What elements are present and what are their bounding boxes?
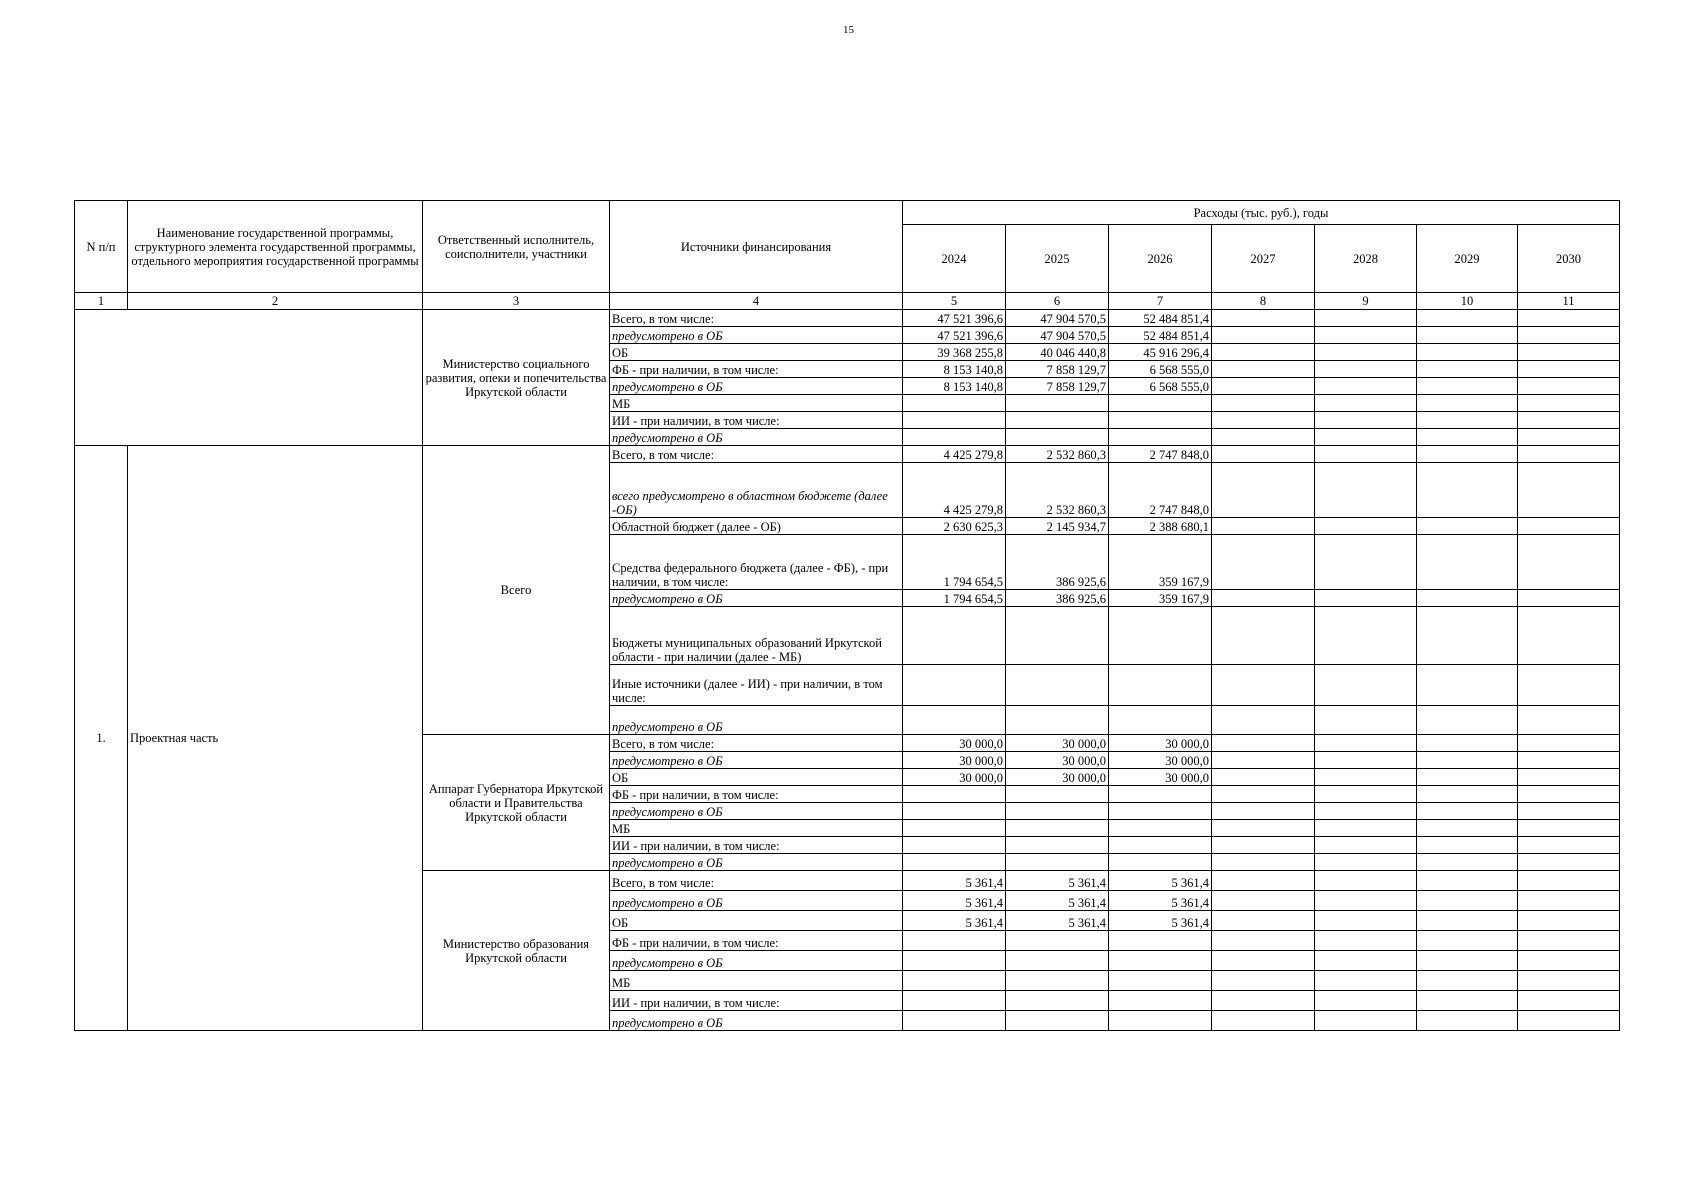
amount-cell bbox=[1212, 535, 1315, 590]
amount-cell bbox=[1518, 803, 1620, 820]
amount-cell: 30 000,0 bbox=[1006, 752, 1109, 769]
amount-cell: 386 925,6 bbox=[1006, 535, 1109, 590]
amount-cell bbox=[1212, 991, 1315, 1011]
amount-cell bbox=[1109, 820, 1212, 837]
amount-cell: 30 000,0 bbox=[1006, 735, 1109, 752]
amount-cell: 6 568 555,0 bbox=[1109, 361, 1212, 378]
amount-cell: 40 046 440,8 bbox=[1006, 344, 1109, 361]
amount-cell bbox=[1006, 706, 1109, 735]
amount-cell bbox=[1417, 361, 1518, 378]
amount-cell bbox=[1518, 446, 1620, 463]
amount-cell: 8 153 140,8 bbox=[903, 378, 1006, 395]
funding-source: предусмотрено в ОБ bbox=[610, 327, 903, 344]
amount-cell bbox=[1109, 931, 1212, 951]
amount-cell: 45 916 296,4 bbox=[1109, 344, 1212, 361]
amount-cell bbox=[1315, 752, 1417, 769]
amount-cell bbox=[1315, 429, 1417, 446]
amount-cell: 2 532 860,3 bbox=[1006, 463, 1109, 518]
amount-cell bbox=[1109, 971, 1212, 991]
amount-cell bbox=[1417, 446, 1518, 463]
column-number: 3 bbox=[423, 293, 610, 310]
amount-cell: 4 425 279,8 bbox=[903, 463, 1006, 518]
column-number: 6 bbox=[1006, 293, 1109, 310]
amount-cell: 30 000,0 bbox=[1109, 735, 1212, 752]
amount-cell bbox=[1006, 412, 1109, 429]
header-year: 2024 bbox=[903, 225, 1006, 293]
amount-cell bbox=[1006, 820, 1109, 837]
column-number: 11 bbox=[1518, 293, 1620, 310]
funding-source: МБ bbox=[610, 820, 903, 837]
amount-cell bbox=[1417, 971, 1518, 991]
amount-cell bbox=[1417, 837, 1518, 854]
funding-source: ИИ - при наличии, в том числе: bbox=[610, 991, 903, 1011]
amount-cell bbox=[1109, 786, 1212, 803]
amount-cell bbox=[1006, 991, 1109, 1011]
header-year: 2025 bbox=[1006, 225, 1109, 293]
amount-cell bbox=[1212, 854, 1315, 871]
amount-cell bbox=[1417, 991, 1518, 1011]
header-year: 2027 bbox=[1212, 225, 1315, 293]
amount-cell: 30 000,0 bbox=[1109, 769, 1212, 786]
amount-cell: 30 000,0 bbox=[1109, 752, 1212, 769]
amount-cell bbox=[1212, 518, 1315, 535]
funding-source: Всего, в том числе: bbox=[610, 446, 903, 463]
amount-cell: 2 145 934,7 bbox=[1006, 518, 1109, 535]
amount-cell bbox=[1315, 446, 1417, 463]
funding-source: предусмотрено в ОБ bbox=[610, 378, 903, 395]
item-number: 1. bbox=[75, 446, 128, 1031]
amount-cell bbox=[1006, 665, 1109, 706]
amount-cell: 5 361,4 bbox=[1109, 911, 1212, 931]
funding-source: предусмотрено в ОБ bbox=[610, 854, 903, 871]
amount-cell bbox=[1212, 735, 1315, 752]
amount-cell bbox=[1212, 837, 1315, 854]
amount-cell bbox=[1006, 931, 1109, 951]
amount-cell bbox=[1315, 327, 1417, 344]
amount-cell: 2 532 860,3 bbox=[1006, 446, 1109, 463]
amount-cell bbox=[1417, 344, 1518, 361]
column-number: 5 bbox=[903, 293, 1006, 310]
column-number: 10 bbox=[1417, 293, 1518, 310]
amount-cell bbox=[903, 820, 1006, 837]
amount-cell bbox=[1315, 395, 1417, 412]
amount-cell bbox=[1417, 820, 1518, 837]
amount-cell bbox=[1212, 665, 1315, 706]
amount-cell bbox=[1212, 446, 1315, 463]
amount-cell bbox=[1417, 854, 1518, 871]
funding-source: Областной бюджет (далее - ОБ) bbox=[610, 518, 903, 535]
funding-source: предусмотрено в ОБ bbox=[610, 429, 903, 446]
executor: Министерство образования Иркутской области bbox=[423, 871, 610, 1031]
amount-cell bbox=[1212, 607, 1315, 665]
amount-cell bbox=[1315, 735, 1417, 752]
header-expenses: Расходы (тыс. руб.), годы bbox=[903, 201, 1620, 225]
amount-cell: 30 000,0 bbox=[903, 735, 1006, 752]
funding-source: ОБ bbox=[610, 911, 903, 931]
amount-cell bbox=[1315, 518, 1417, 535]
amount-cell bbox=[1212, 706, 1315, 735]
amount-cell bbox=[1109, 951, 1212, 971]
amount-cell: 386 925,6 bbox=[1006, 590, 1109, 607]
amount-cell bbox=[903, 1011, 1006, 1031]
funding-source: предусмотрено в ОБ bbox=[610, 1011, 903, 1031]
amount-cell: 5 361,4 bbox=[1006, 871, 1109, 891]
funding-source: ФБ - при наличии, в том числе: bbox=[610, 931, 903, 951]
amount-cell: 5 361,4 bbox=[903, 871, 1006, 891]
amount-cell bbox=[1315, 971, 1417, 991]
amount-cell: 30 000,0 bbox=[1006, 769, 1109, 786]
amount-cell bbox=[1518, 752, 1620, 769]
amount-cell bbox=[1212, 951, 1315, 971]
amount-cell bbox=[1212, 871, 1315, 891]
header-year: 2029 bbox=[1417, 225, 1518, 293]
amount-cell bbox=[1315, 463, 1417, 518]
amount-cell: 5 361,4 bbox=[1109, 871, 1212, 891]
amount-cell bbox=[903, 429, 1006, 446]
amount-cell bbox=[1212, 395, 1315, 412]
amount-cell bbox=[1518, 786, 1620, 803]
executor: Аппарат Губернатора Иркутской области и Правительства Иркутской области bbox=[423, 735, 610, 871]
amount-cell: 359 167,9 bbox=[1109, 535, 1212, 590]
amount-cell bbox=[1212, 891, 1315, 911]
column-number: 1 bbox=[75, 293, 128, 310]
amount-cell bbox=[1315, 665, 1417, 706]
amount-cell bbox=[1417, 931, 1518, 951]
amount-cell bbox=[1315, 837, 1417, 854]
funding-source: предусмотрено в ОБ bbox=[610, 891, 903, 911]
funding-source: ИИ - при наличии, в том числе: bbox=[610, 837, 903, 854]
funding-source: предусмотрено в ОБ bbox=[610, 706, 903, 735]
amount-cell bbox=[1315, 803, 1417, 820]
amount-cell bbox=[1109, 803, 1212, 820]
amount-cell bbox=[1417, 463, 1518, 518]
funding-source: МБ bbox=[610, 395, 903, 412]
amount-cell bbox=[1212, 412, 1315, 429]
amount-cell bbox=[903, 837, 1006, 854]
amount-cell: 2 388 680,1 bbox=[1109, 518, 1212, 535]
table-row bbox=[75, 310, 1620, 327]
header-year: 2028 bbox=[1315, 225, 1417, 293]
amount-cell: 4 425 279,8 bbox=[903, 446, 1006, 463]
funding-source: Всего, в том числе: bbox=[610, 735, 903, 752]
amount-cell bbox=[1518, 871, 1620, 891]
funding-source: предусмотрено в ОБ bbox=[610, 803, 903, 820]
amount-cell bbox=[1212, 820, 1315, 837]
amount-cell: 47 904 570,5 bbox=[1006, 310, 1109, 327]
amount-cell bbox=[1518, 951, 1620, 971]
amount-cell bbox=[1315, 820, 1417, 837]
amount-cell bbox=[1417, 327, 1518, 344]
amount-cell bbox=[1518, 395, 1620, 412]
amount-cell bbox=[1417, 1011, 1518, 1031]
amount-cell bbox=[1315, 854, 1417, 871]
amount-cell bbox=[1417, 607, 1518, 665]
column-number: 2 bbox=[128, 293, 423, 310]
amount-cell bbox=[1518, 518, 1620, 535]
amount-cell bbox=[1518, 837, 1620, 854]
amount-cell bbox=[1417, 518, 1518, 535]
amount-cell bbox=[1518, 590, 1620, 607]
amount-cell bbox=[1109, 412, 1212, 429]
amount-cell bbox=[1109, 665, 1212, 706]
amount-cell bbox=[1518, 971, 1620, 991]
amount-cell: 5 361,4 bbox=[1006, 911, 1109, 931]
amount-cell bbox=[1315, 951, 1417, 971]
amount-cell bbox=[1315, 361, 1417, 378]
amount-cell bbox=[1109, 607, 1212, 665]
amount-cell: 5 361,4 bbox=[903, 911, 1006, 931]
funding-source: ФБ - при наличии, в том числе: bbox=[610, 786, 903, 803]
amount-cell bbox=[1006, 1011, 1109, 1031]
amount-cell bbox=[1315, 310, 1417, 327]
amount-cell: 359 167,9 bbox=[1109, 590, 1212, 607]
header-item-number: N п/п bbox=[75, 201, 128, 293]
amount-cell bbox=[1109, 854, 1212, 871]
amount-cell bbox=[1518, 735, 1620, 752]
amount-cell bbox=[903, 931, 1006, 951]
amount-cell bbox=[1006, 395, 1109, 412]
column-number: 7 bbox=[1109, 293, 1212, 310]
amount-cell bbox=[1212, 310, 1315, 327]
amount-cell bbox=[1417, 951, 1518, 971]
column-number: 9 bbox=[1315, 293, 1417, 310]
amount-cell bbox=[1006, 786, 1109, 803]
amount-cell bbox=[1518, 854, 1620, 871]
amount-cell: 47 904 570,5 bbox=[1006, 327, 1109, 344]
funding-source: предусмотрено в ОБ bbox=[610, 752, 903, 769]
amount-cell bbox=[1518, 891, 1620, 911]
amount-cell bbox=[903, 395, 1006, 412]
amount-cell bbox=[1006, 971, 1109, 991]
amount-cell bbox=[1006, 951, 1109, 971]
funding-source: ИИ - при наличии, в том числе: bbox=[610, 412, 903, 429]
amount-cell bbox=[903, 412, 1006, 429]
amount-cell bbox=[1006, 854, 1109, 871]
amount-cell: 30 000,0 bbox=[903, 769, 1006, 786]
amount-cell bbox=[1518, 665, 1620, 706]
amount-cell bbox=[1417, 769, 1518, 786]
amount-cell bbox=[1315, 911, 1417, 931]
amount-cell: 7 858 129,7 bbox=[1006, 378, 1109, 395]
amount-cell bbox=[1315, 871, 1417, 891]
amount-cell bbox=[1417, 706, 1518, 735]
amount-cell bbox=[903, 665, 1006, 706]
amount-cell: 6 568 555,0 bbox=[1109, 378, 1212, 395]
funding-source: предусмотрено в ОБ bbox=[610, 590, 903, 607]
amount-cell bbox=[1006, 803, 1109, 820]
amount-cell: 5 361,4 bbox=[903, 891, 1006, 911]
amount-cell bbox=[903, 991, 1006, 1011]
amount-cell bbox=[1109, 429, 1212, 446]
amount-cell bbox=[1518, 1011, 1620, 1031]
funding-source: ОБ bbox=[610, 769, 903, 786]
amount-cell bbox=[1518, 706, 1620, 735]
amount-cell bbox=[1006, 429, 1109, 446]
amount-cell: 8 153 140,8 bbox=[903, 361, 1006, 378]
amount-cell bbox=[1315, 931, 1417, 951]
amount-cell bbox=[1006, 837, 1109, 854]
amount-cell bbox=[1109, 1011, 1212, 1031]
budget-table bbox=[74, 200, 1620, 1031]
amount-cell: 47 521 396,6 bbox=[903, 327, 1006, 344]
amount-cell bbox=[903, 803, 1006, 820]
funding-source: всего предусмотрено в областном бюджете (далее -ОБ) bbox=[610, 463, 903, 518]
amount-cell: 1 794 654,5 bbox=[903, 535, 1006, 590]
header-year: 2026 bbox=[1109, 225, 1212, 293]
amount-cell bbox=[1109, 991, 1212, 1011]
amount-cell bbox=[1212, 463, 1315, 518]
amount-cell bbox=[1518, 820, 1620, 837]
amount-cell bbox=[1315, 590, 1417, 607]
amount-cell bbox=[1518, 769, 1620, 786]
amount-cell bbox=[1518, 310, 1620, 327]
funding-source: Всего, в том числе: bbox=[610, 310, 903, 327]
amount-cell: 7 858 129,7 bbox=[1006, 361, 1109, 378]
amount-cell bbox=[1417, 891, 1518, 911]
amount-cell bbox=[1518, 931, 1620, 951]
amount-cell bbox=[1518, 991, 1620, 1011]
amount-cell bbox=[1417, 871, 1518, 891]
amount-cell bbox=[1518, 361, 1620, 378]
amount-cell bbox=[1212, 378, 1315, 395]
amount-cell bbox=[1417, 378, 1518, 395]
column-number-row bbox=[75, 293, 1620, 310]
amount-cell bbox=[903, 706, 1006, 735]
amount-cell bbox=[1315, 1011, 1417, 1031]
amount-cell bbox=[1518, 429, 1620, 446]
item-name: Проектная часть bbox=[128, 446, 423, 1031]
funding-source: МБ bbox=[610, 971, 903, 991]
executor: Всего bbox=[423, 446, 610, 735]
amount-cell bbox=[1518, 344, 1620, 361]
amount-cell bbox=[1315, 786, 1417, 803]
amount-cell: 30 000,0 bbox=[903, 752, 1006, 769]
amount-cell: 5 361,4 bbox=[1109, 891, 1212, 911]
amount-cell bbox=[1212, 590, 1315, 607]
amount-cell bbox=[1212, 361, 1315, 378]
amount-cell: 2 747 848,0 bbox=[1109, 463, 1212, 518]
amount-cell bbox=[1006, 607, 1109, 665]
amount-cell bbox=[1417, 803, 1518, 820]
amount-cell bbox=[1212, 803, 1315, 820]
amount-cell bbox=[1518, 911, 1620, 931]
amount-cell bbox=[1109, 395, 1212, 412]
funding-source: Иные источники (далее - ИИ) - при наличии, в том числе: bbox=[610, 665, 903, 706]
amount-cell: 2 747 848,0 bbox=[1109, 446, 1212, 463]
table-row bbox=[75, 446, 1620, 463]
amount-cell bbox=[903, 971, 1006, 991]
page-number: 15 bbox=[843, 24, 854, 36]
column-number: 4 bbox=[610, 293, 903, 310]
amount-cell bbox=[1417, 395, 1518, 412]
amount-cell bbox=[1315, 535, 1417, 590]
header-executor: Ответственный исполнитель, соисполнители, участники bbox=[423, 201, 610, 293]
header-program-name: Наименование государственной программы, структурного элемента государственной программы, отдельного мероприятия государственной программы bbox=[128, 201, 423, 293]
amount-cell bbox=[1109, 706, 1212, 735]
amount-cell bbox=[1417, 429, 1518, 446]
funding-source: Всего, в том числе: bbox=[610, 871, 903, 891]
amount-cell bbox=[1315, 769, 1417, 786]
amount-cell bbox=[903, 951, 1006, 971]
amount-cell bbox=[1315, 991, 1417, 1011]
amount-cell bbox=[1315, 607, 1417, 665]
amount-cell: 39 368 255,8 bbox=[903, 344, 1006, 361]
amount-cell bbox=[1417, 786, 1518, 803]
amount-cell: 52 484 851,4 bbox=[1109, 310, 1212, 327]
amount-cell bbox=[1417, 752, 1518, 769]
header-year: 2030 bbox=[1518, 225, 1620, 293]
amount-cell bbox=[1417, 590, 1518, 607]
amount-cell bbox=[1417, 310, 1518, 327]
empty-item-cell bbox=[75, 310, 423, 446]
amount-cell bbox=[903, 786, 1006, 803]
amount-cell bbox=[1315, 344, 1417, 361]
amount-cell bbox=[1518, 535, 1620, 590]
amount-cell bbox=[1518, 378, 1620, 395]
amount-cell bbox=[1212, 752, 1315, 769]
amount-cell: 2 630 625,3 bbox=[903, 518, 1006, 535]
amount-cell bbox=[1212, 429, 1315, 446]
amount-cell bbox=[903, 607, 1006, 665]
funding-source: предусмотрено в ОБ bbox=[610, 951, 903, 971]
amount-cell bbox=[1417, 665, 1518, 706]
amount-cell: 1 794 654,5 bbox=[903, 590, 1006, 607]
amount-cell: 52 484 851,4 bbox=[1109, 327, 1212, 344]
amount-cell bbox=[1212, 769, 1315, 786]
amount-cell bbox=[1518, 463, 1620, 518]
funding-source: Средства федерального бюджета (далее - ФБ), - при наличии, в том числе: bbox=[610, 535, 903, 590]
amount-cell bbox=[1212, 327, 1315, 344]
amount-cell bbox=[1315, 891, 1417, 911]
amount-cell bbox=[1518, 607, 1620, 665]
funding-source: ФБ - при наличии, в том числе: bbox=[610, 361, 903, 378]
amount-cell: 5 361,4 bbox=[1006, 891, 1109, 911]
amount-cell bbox=[1315, 378, 1417, 395]
amount-cell bbox=[1417, 735, 1518, 752]
amount-cell bbox=[1212, 931, 1315, 951]
table-body bbox=[75, 310, 1620, 1031]
funding-source: Бюджеты муниципальных образований Иркутской области - при наличии (далее - МБ) bbox=[610, 607, 903, 665]
amount-cell bbox=[1518, 327, 1620, 344]
amount-cell bbox=[1315, 412, 1417, 429]
funding-source: ОБ bbox=[610, 344, 903, 361]
amount-cell bbox=[903, 854, 1006, 871]
amount-cell bbox=[1417, 535, 1518, 590]
executor: Министерство социального развития, опеки и попечительства Иркутской области bbox=[423, 310, 610, 446]
amount-cell: 47 521 396,6 bbox=[903, 310, 1006, 327]
amount-cell bbox=[1315, 706, 1417, 735]
amount-cell bbox=[1212, 971, 1315, 991]
amount-cell bbox=[1417, 911, 1518, 931]
amount-cell bbox=[1212, 786, 1315, 803]
table-header bbox=[75, 201, 1620, 310]
column-number: 8 bbox=[1212, 293, 1315, 310]
amount-cell bbox=[1109, 837, 1212, 854]
amount-cell bbox=[1212, 911, 1315, 931]
amount-cell bbox=[1212, 344, 1315, 361]
amount-cell bbox=[1417, 412, 1518, 429]
header-funding-source: Источники финансирования bbox=[610, 201, 903, 293]
amount-cell bbox=[1518, 412, 1620, 429]
amount-cell bbox=[1212, 1011, 1315, 1031]
